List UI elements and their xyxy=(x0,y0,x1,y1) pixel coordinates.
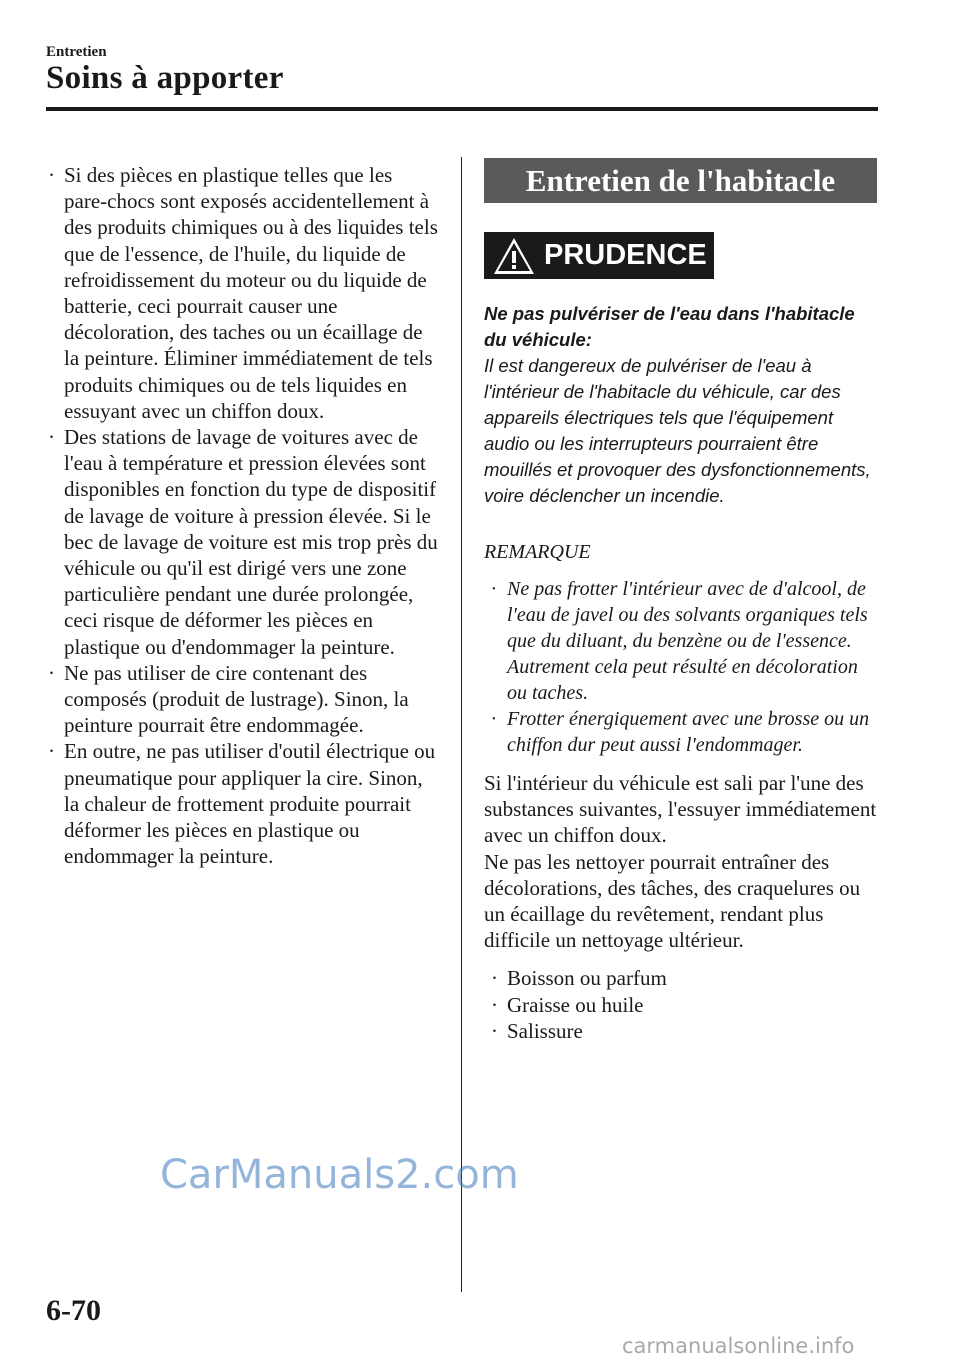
bullet-text: Des stations de lavage de voitures avec de l'eau à température et pression élevées sont disponibles en fonction du type de dispositif de lavage de voiture à pression élevée. Si le bec de lavage de voiture est mis trop près du véhicule ou qu'il est dirigé vers une zone particulière pendant une durée prolongée, ceci risque de déformer les pièces en plastique ou d'endommager la peinture. xyxy=(64,425,438,659)
caution-label: PRUDENCE xyxy=(544,239,707,271)
caution-lead: Ne pas pulvériser de l'eau dans l'habitacle du véhicule: xyxy=(484,303,855,350)
list-item: · Boisson ou parfum xyxy=(491,966,667,991)
list-item: · Ne pas frotter l'intérieur avec de d'alcool, de l'eau de javel ou des solvants organiques tels que du diluant, du benzène ou de l'essence. Autrement cela peut résulté en décoloration ou taches. xyxy=(491,578,868,704)
list-item: · Des stations de lavage de voitures avec de l'eau à température et pression élevées sont disponibles en fonction du type de dispositif de lavage de voiture à pression élevée. Si le bec de lavage de voiture est mis trop près du véhicule ou qu'il est dirigé vers une zone particulière pendant une durée prolongée, ceci risque de déformer les pièces en plastique ou d'endommager la peinture. xyxy=(48,425,438,659)
list-item: · Frotter énergiquement avec une brosse ou un chiffon dur peut aussi l'endommager. xyxy=(491,708,870,756)
bullet-text: Frotter énergiquement avec une brosse ou un chiffon dur peut aussi l'endommager. xyxy=(507,708,870,756)
caution-text xyxy=(484,301,879,509)
list-item: · En outre, ne pas utiliser d'outil électrique ou pneumatique pour appliquer la cire. Sinon, la chaleur de frottement produite pourrait déformer les pièces en plastique ou endommager la peinture. xyxy=(48,739,436,869)
list-item: · Salissure xyxy=(491,1018,583,1043)
header-rule xyxy=(46,107,878,111)
list-item: · Si des pièces en plastique telles que les pare-chocs sont exposés accidentellement à des produits chimiques ou à des liquides tels que de l'essence, de l'huile, du liquide de refroidissement du moteur ou du liquide de batterie, ceci pourrait causer une décoloration, des taches ou un écaillage de la peinture. Éliminer immédiatement de tels produits chimiques ou de tels liquides en essuyant avec un chiffon doux. xyxy=(48,163,438,423)
remarque-block xyxy=(484,539,879,758)
bullet-text: Ne pas utiliser de cire contenant des composés (produit de lustrage). Sinon, la peinture pourrait être endommagée. xyxy=(64,660,409,738)
list-item: · Graisse ou huile xyxy=(491,992,644,1017)
bullet-text: Ne pas frotter l'intérieur avec de d'alcool, de l'eau de javel ou des solvants organiques tels que du diluant, du benzène ou de l'essence. Autrement cela peut résulté en décoloration ou taches. xyxy=(507,578,868,704)
left-column xyxy=(48,162,438,869)
bullet-text: En outre, ne pas utiliser d'outil électrique ou pneumatique pour appliquer la cire. Sinon, la chaleur de frottement produite pourrait déformer les pièces en plastique ou endommager la peinture. xyxy=(64,739,436,869)
column-divider xyxy=(461,157,462,1292)
paragraph: Si l'intérieur du véhicule est sali par l'une des substances suivantes, l'essuyer immédiatement avec un chiffon doux. xyxy=(484,771,877,848)
section-title: Soins à apporter xyxy=(46,60,284,96)
substance-list xyxy=(484,965,879,1044)
watermark-url: carmanualsonline.info xyxy=(622,1334,855,1358)
section-banner: Entretien de l'habitacle xyxy=(484,158,877,203)
bullet-text: Boisson ou parfum xyxy=(507,966,667,991)
section-kicker: Entretien xyxy=(46,44,107,60)
watermark-logo: CarManuals2.com xyxy=(160,1152,519,1198)
page-number: 6-70 xyxy=(46,1294,101,1327)
bullet-text: Graisse ou huile xyxy=(507,992,644,1017)
caution-badge xyxy=(484,232,714,279)
warning-icon xyxy=(492,236,536,276)
right-column xyxy=(484,158,879,1044)
bullet-text: Si des pièces en plastique telles que les pare-chocs sont exposés accidentellement à des produits chimiques ou à des liquides tels que de l'essence, de l'huile, du liquide de refroidissement du moteur ou du liquide de batterie, ceci pourrait causer une décoloration, des taches ou un écaillage de la peinture. Éliminer immédiatement de tels produits chimiques ou de tels liquides en essuyant avec un chiffon doux. xyxy=(64,163,438,423)
remarque-title: REMARQUE xyxy=(484,541,591,563)
bullet-text: Salissure xyxy=(507,1018,583,1043)
caution-body: Il est dangereux de pulvériser de l'eau à l'intérieur de l'habitacle du véhicule, car des appareils électriques tels que l'équipement audio ou les interrupteurs pourraient être mouillés et provoquer des dysfonctionnements, voire déclencher un incendie. xyxy=(484,355,871,506)
list-item: · Ne pas utiliser de cire contenant des composés (produit de lustrage). Sinon, la peinture pourrait être endommagée. xyxy=(48,660,409,738)
paragraph: Ne pas les nettoyer pourrait entraîner des décolorations, des tâches, des craquelures ou un écaillage du revêtement, rendant plus difficile un nettoyage ultérieur. xyxy=(484,849,861,953)
